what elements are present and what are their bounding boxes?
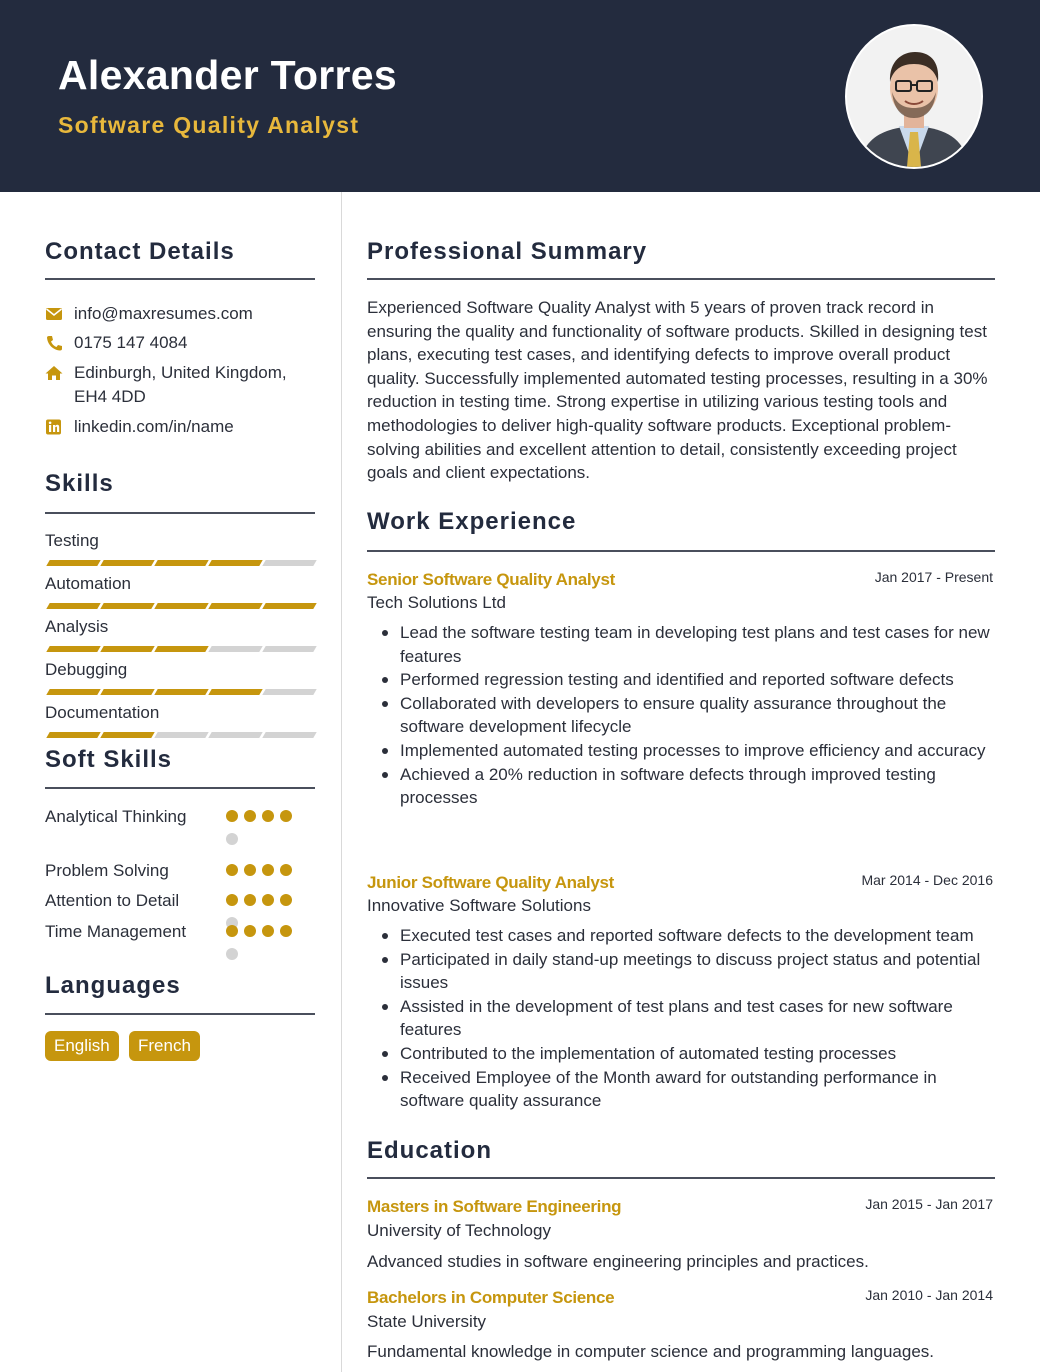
job-company: Tech Solutions Ltd bbox=[367, 593, 506, 612]
soft-skill-dot bbox=[280, 864, 292, 876]
job-bullet: Lead the software testing team in developing test plans and test cases for new features bbox=[367, 621, 997, 668]
languages-heading: Languages bbox=[45, 972, 181, 999]
skill-rating-segment bbox=[100, 732, 154, 738]
resume-header bbox=[0, 0, 1040, 192]
envelope-icon bbox=[45, 306, 63, 322]
candidate-title: Software Quality Analyst bbox=[58, 112, 360, 138]
skill-rating-bar bbox=[45, 603, 315, 609]
language-chip: French bbox=[129, 1031, 200, 1061]
skill-name: Analysis bbox=[45, 617, 109, 636]
soft-skill-name: Analytical Thinking bbox=[45, 807, 187, 826]
soft-skill-dot bbox=[262, 925, 274, 937]
soft-skills-heading: Soft Skills bbox=[45, 746, 173, 773]
skill-name: Automation bbox=[45, 574, 131, 593]
skill-rating-bar bbox=[45, 732, 315, 738]
skill-rating-segment bbox=[262, 560, 316, 566]
home-icon bbox=[45, 365, 63, 381]
skill-rating-bar bbox=[45, 689, 315, 695]
skill-rating-segment bbox=[46, 689, 100, 695]
skill-rating-bar bbox=[45, 560, 315, 566]
skill-rating-segment bbox=[262, 646, 316, 652]
edu-degree: Masters in Software Engineering bbox=[367, 1197, 622, 1216]
contact-phone[interactable]: 0175 147 4084 bbox=[74, 333, 188, 352]
skill-rating-segment bbox=[100, 560, 154, 566]
contact-email[interactable]: info@maxresumes.com bbox=[74, 304, 253, 323]
skill-rating-segment bbox=[154, 689, 208, 695]
skill-rating-segment bbox=[46, 560, 100, 566]
soft-skill-dot bbox=[226, 894, 238, 906]
job-dates: Mar 2014 - Dec 2016 bbox=[861, 872, 993, 888]
soft-skills-heading-underline bbox=[45, 787, 315, 789]
languages-heading-underline bbox=[45, 1013, 315, 1015]
job-bullet: Contributed to the implementation of automated testing processes bbox=[367, 1042, 997, 1066]
soft-skill-dot bbox=[280, 894, 292, 906]
summary-heading-underline bbox=[367, 278, 995, 280]
job-company: Innovative Software Solutions bbox=[367, 896, 591, 915]
skills-heading-underline bbox=[45, 512, 315, 514]
skill-name: Documentation bbox=[45, 703, 160, 722]
soft-skill-dot bbox=[244, 864, 256, 876]
job-bullet: Participated in daily stand-up meetings to discuss project status and potential issues bbox=[367, 948, 997, 995]
contact-heading-underline bbox=[45, 278, 315, 280]
edu-dates: Jan 2010 - Jan 2014 bbox=[865, 1287, 993, 1303]
skill-rating-segment bbox=[154, 560, 208, 566]
language-chip: English bbox=[45, 1031, 119, 1061]
candidate-name: Alexander Torres bbox=[58, 52, 398, 98]
skill-rating-segment bbox=[100, 689, 154, 695]
column-divider bbox=[341, 192, 342, 1372]
skill-rating-segment bbox=[154, 646, 208, 652]
skill-rating-segment bbox=[100, 646, 154, 652]
skill-rating-segment bbox=[100, 603, 154, 609]
soft-skill-dot bbox=[244, 925, 256, 937]
experience-heading: Work Experience bbox=[367, 508, 577, 535]
skill-rating-segment bbox=[262, 689, 316, 695]
soft-skill-dot bbox=[226, 925, 238, 937]
skill-rating-segment bbox=[262, 732, 316, 738]
linkedin-icon bbox=[45, 419, 63, 435]
job-dates: Jan 2017 - Present bbox=[874, 569, 993, 585]
edu-description: Fundamental knowledge in computer science and programming languages. bbox=[367, 1342, 935, 1361]
skill-rating-segment bbox=[208, 560, 262, 566]
skill-rating-segment bbox=[208, 732, 262, 738]
education-heading-underline bbox=[367, 1177, 995, 1179]
experience-heading-underline bbox=[367, 550, 995, 552]
skill-rating-segment bbox=[208, 689, 262, 695]
contact-heading: Contact Details bbox=[45, 238, 235, 265]
skill-rating-segment bbox=[154, 603, 208, 609]
job-bullet: Collaborated with developers to ensure quality assurance throughout the software development lifecycle bbox=[367, 692, 997, 739]
skill-rating-segment bbox=[46, 646, 100, 652]
job-bullet: Implemented automated testing processes to improve efficiency and accuracy bbox=[367, 739, 997, 763]
edu-degree: Bachelors in Computer Science bbox=[367, 1288, 615, 1307]
job-bullet: Received Employee of the Month award for outstanding performance in software quality assurance bbox=[367, 1066, 997, 1113]
summary-text: Experienced Software Quality Analyst with 5 years of proven track record in ensuring the quality and functionality of software products. Skilled in designing test plans, executing test cases, and identifying defects to improve overall product quality. Successfully implemented automated testing processes, resulting in a 30% reduction in testing time. Strong expertise in utilizing various testing tools and methodologies to deliver high-quality software products. Exceptional problem-solving abilities and excellent attention to detail, consistently exceeding project goals and client expectations. bbox=[367, 298, 988, 483]
soft-skill-name: Attention to Detail bbox=[45, 891, 180, 910]
phone-icon bbox=[45, 335, 63, 351]
edu-description: Advanced studies in software engineering principles and practices. bbox=[367, 1252, 869, 1271]
soft-skill-dot bbox=[280, 925, 292, 937]
job-title: Junior Software Quality Analyst bbox=[367, 873, 615, 892]
contact-address: Edinburgh, United Kingdom, EH4 4DD bbox=[74, 363, 287, 406]
soft-skill-dot bbox=[226, 833, 238, 845]
soft-skill-name: Time Management bbox=[45, 922, 187, 941]
edu-school: State University bbox=[367, 1312, 487, 1331]
skill-rating-segment bbox=[154, 732, 208, 738]
profile-photo-image bbox=[847, 26, 981, 167]
job-bullet: Achieved a 20% reduction in software defects through improved testing processes bbox=[367, 763, 997, 810]
soft-skill-dot bbox=[226, 864, 238, 876]
soft-skill-name: Problem Solving bbox=[45, 861, 169, 880]
job-bullets bbox=[367, 621, 997, 810]
job-bullet: Executed test cases and reported software defects to the development team bbox=[367, 924, 997, 948]
skill-rating-segment bbox=[208, 646, 262, 652]
contact-linkedin[interactable]: linkedin.com/in/name bbox=[74, 417, 234, 436]
job-bullets bbox=[367, 924, 997, 1113]
soft-skill-dot bbox=[244, 894, 256, 906]
job-bullet: Performed regression testing and identified and reported software defects bbox=[367, 668, 997, 692]
skill-rating-segment bbox=[208, 603, 262, 609]
edu-dates: Jan 2015 - Jan 2017 bbox=[865, 1196, 993, 1212]
skills-heading: Skills bbox=[45, 470, 114, 497]
soft-skill-dot bbox=[280, 810, 292, 822]
summary-heading: Professional Summary bbox=[367, 238, 648, 265]
skill-rating-segment bbox=[262, 603, 316, 609]
edu-school: University of Technology bbox=[367, 1221, 551, 1240]
education-heading: Education bbox=[367, 1137, 493, 1164]
job-title: Senior Software Quality Analyst bbox=[367, 570, 615, 589]
soft-skill-dot bbox=[262, 864, 274, 876]
skill-rating-segment bbox=[46, 603, 100, 609]
skill-name: Testing bbox=[45, 531, 99, 550]
skill-rating-bar bbox=[45, 646, 315, 652]
soft-skill-dot bbox=[226, 948, 238, 960]
skill-rating-segment bbox=[46, 732, 100, 738]
soft-skill-dot bbox=[244, 810, 256, 822]
profile-photo bbox=[845, 24, 983, 169]
skill-name: Debugging bbox=[45, 660, 128, 679]
soft-skill-dot bbox=[262, 810, 274, 822]
job-bullet: Assisted in the development of test plans and test cases for new software features bbox=[367, 995, 997, 1042]
soft-skill-dot bbox=[262, 894, 274, 906]
soft-skill-dot bbox=[226, 810, 238, 822]
